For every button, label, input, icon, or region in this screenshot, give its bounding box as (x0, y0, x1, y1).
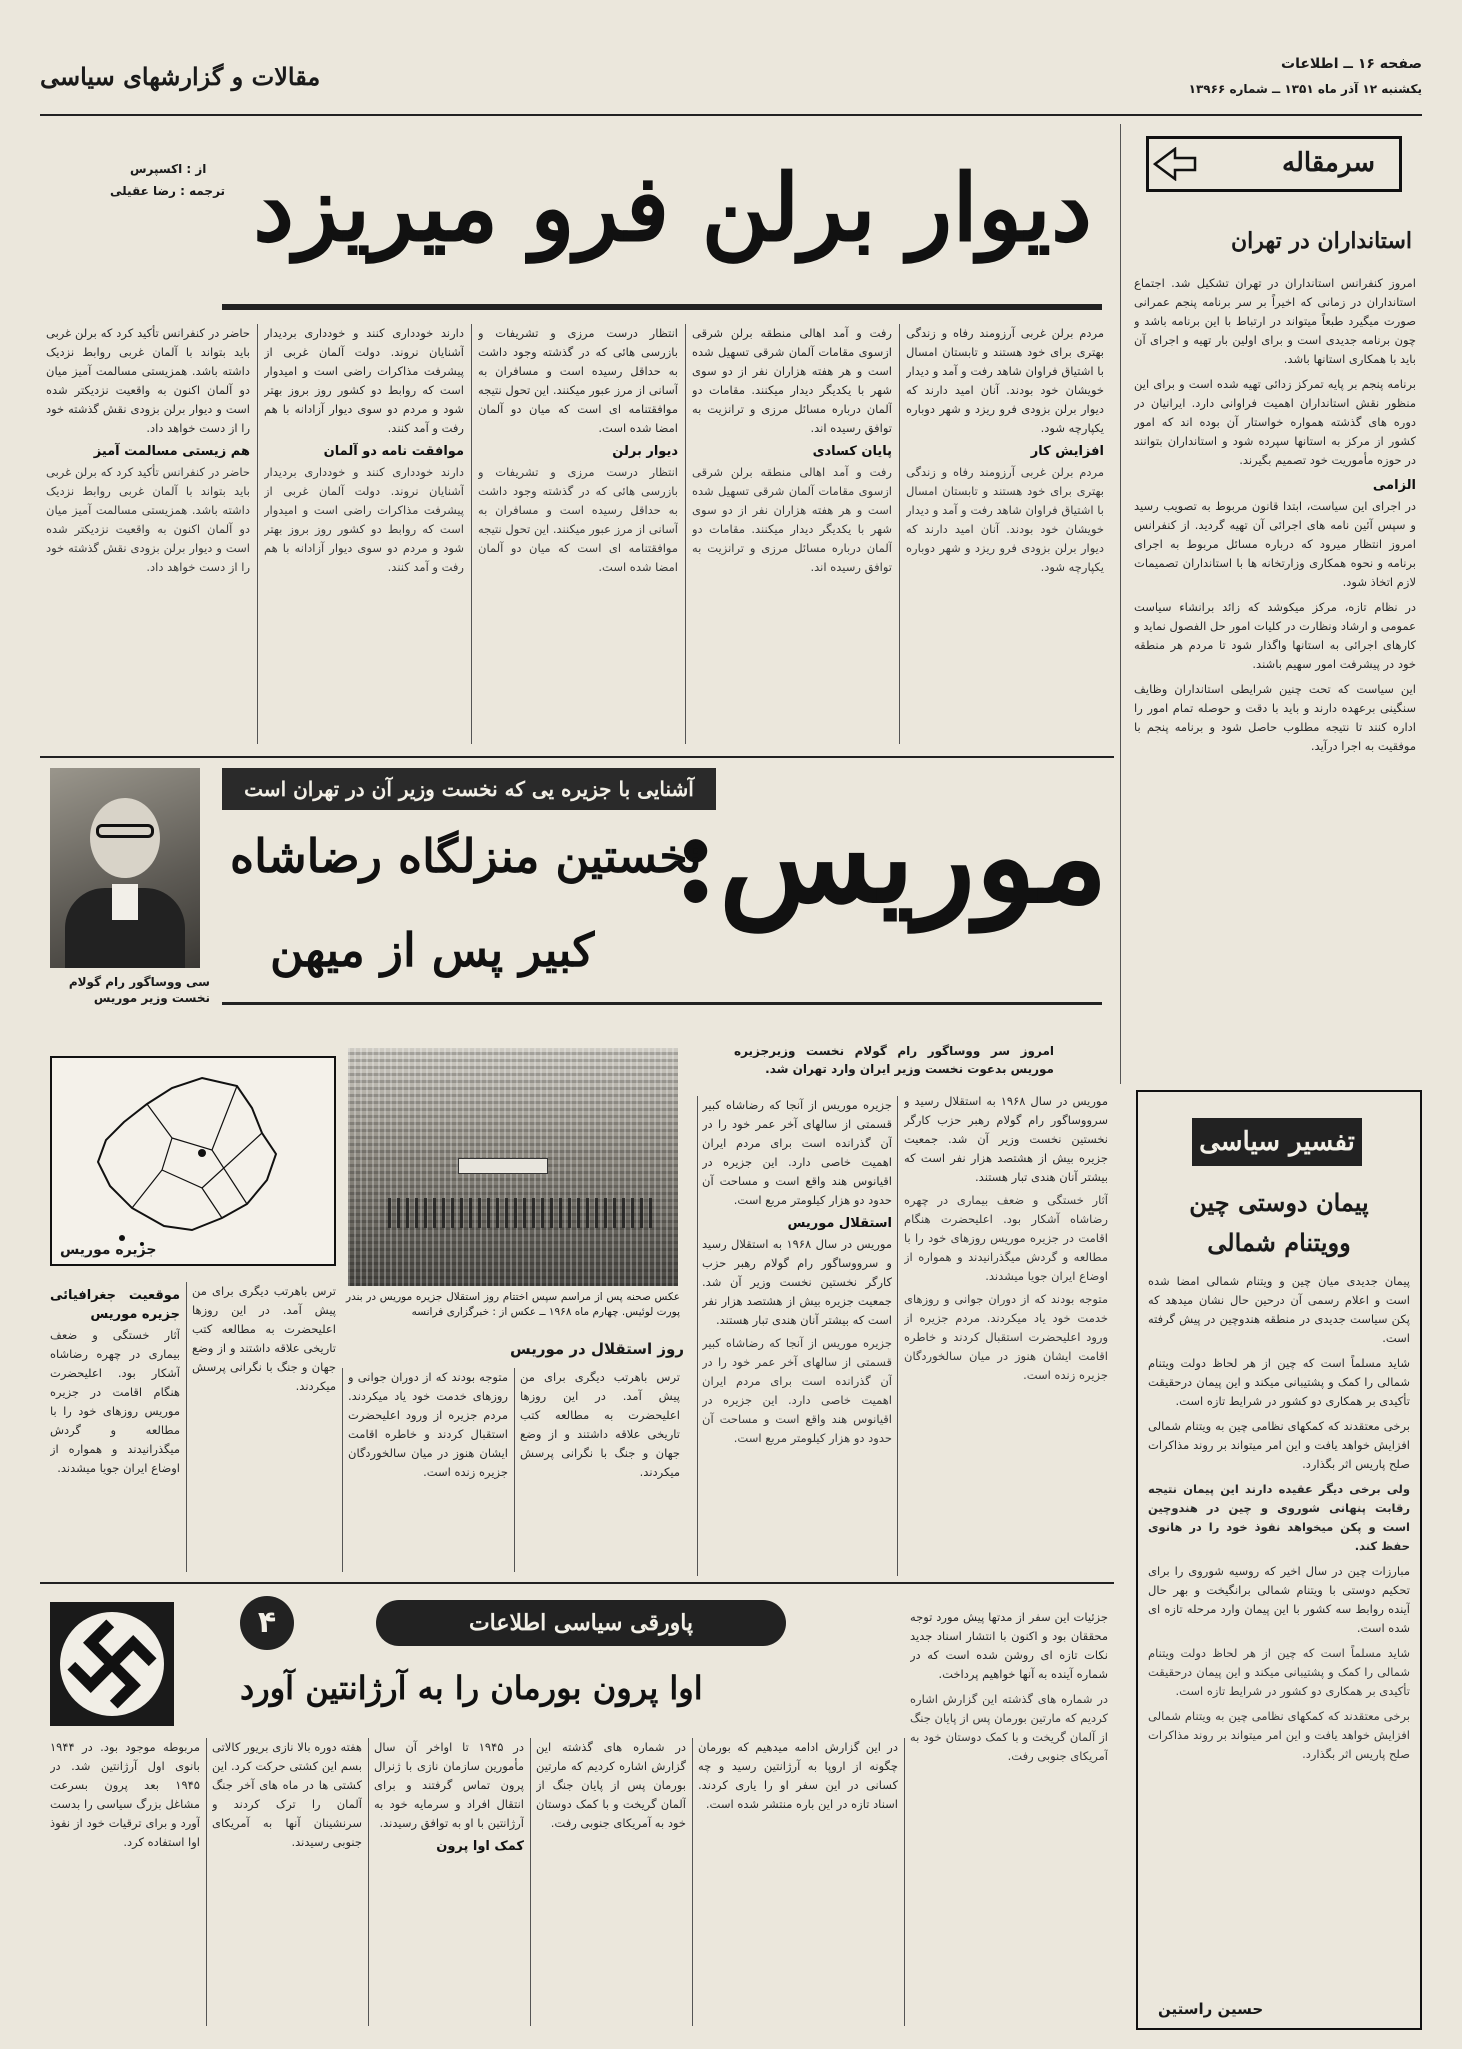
mauritius-kicker: آشنایی با جزیره یی که نخست وزیر آن در تهران است (222, 768, 716, 810)
editorial-subhead: الزامی (1372, 478, 1416, 493)
editorial-p4: در نظام تازه، مرکز میکوشد که زائد برانشاء سیاست عمومی و ارشاد ونظارت در کلیات امور حل الفصول نماید و کارهای اجرائی به استانها واگذار شود تا مردم هر منطقه خود در پیشرفت امور سهیم باشند. (1134, 600, 1416, 671)
serial-col-2 (212, 1738, 362, 2028)
mauritius-col-e (192, 1282, 336, 1572)
berlin-col-5-text: حاضر در کنفرانس تأکید کرد که برلن غربی باید بتواند با آلمان غربی روابط نزدیک داشته باشد. همزیستی مسالمت آمیز میان دو آلمان اکنون به واقعیت نزدیکتر شده است و دیوار برلن بزودی نقش گذشته خود را از دست خواهد داد. (46, 326, 250, 435)
portrait-collar (112, 884, 138, 920)
serial-col-5 (698, 1738, 898, 2028)
mauritius-body-c2: آثار خستگی و ضعف بیماری در چهره رضاشاه آشکار بود. اعلیحضرت هنگام اقامت در جزیره موریس روزهای خود را با مطالعه و گردش میگذرانیدند و همواره از اوضاع ایران جویا میشدند. (904, 1193, 1108, 1283)
berlin-col-1 (906, 324, 1104, 744)
analysis-p3-more: برخی معتقدند که کمکهای نظامی چین به ویتنام شمالی افزایش خواهد یافت و این امر میتواند بر روند مذاکرات صلح پاریس اثر بگذارد. (1148, 1709, 1410, 1761)
parade-banner (458, 1158, 548, 1174)
berlin-col-divider-3 (471, 324, 472, 744)
mauritius-body-e: ترس باهرتب دیگری برای من پیش آمد. در این روزها اعلیحضرت به مطالعه کتب تاریخی علاقه داشتند و از وضع جهان و جنگ با نگرانی پرسش میکردند. (192, 1284, 336, 1393)
masthead (40, 44, 1422, 114)
serial-col-2-text: هفته دوره بالا نازی بریور کالاتی بسم این کشتی حرکت کرد. این کشتی ها در ماه های آخر جنگ آلمان را ترک کردند و سرنشینان آنها به آمریکای جنوبی رسیدند. (212, 1740, 362, 1849)
serial-divider-1 (206, 1738, 207, 2026)
editorial-title: استانداران در تهران (1231, 228, 1412, 254)
mauritius-body-e2: ترس باهرتب دیگری برای من پیش آمد. در این روزها اعلیحضرت به مطالعه کتب تاریخی علاقه داشتند و از وضع جهان و جنگ با نگرانی پرسش میکردند. (520, 1370, 680, 1479)
berlin-col-divider-4 (257, 324, 258, 744)
serial-col-6-more: در شماره های گذشته این گزارش اشاره کردیم که مارتین بورمان پس از پایان جنگ از آلمان گریخت و با کمک دوستان خود به آمریکای جنوبی رفت. (910, 1692, 1108, 1763)
analysis-p2: شاید مسلماً است که چین از هر لحاظ دولت ویتنام شمالی را کمک و پشتیبانی میکند و این پیمان درحقیقت تأکیدی بر همکاری دو کشور در شرایط تازه است. (1148, 1356, 1410, 1408)
berlin-subhead-2: پایان کسادی (812, 444, 892, 459)
berlin-subhead-5: هم زیستی مسالمت آمیز (93, 444, 250, 459)
analysis-p1: پیمان جدیدی میان چین و ویتنام شمالی امضا شده است و اعلام رسمی آن درحین حال نشان میدهد که پکن سیاست جدیدی در منطقه هندوچین در پیش گرفته است. (1148, 1274, 1410, 1345)
analysis-p2-more: شاید مسلماً است که چین از هر لحاظ دولت ویتنام شمالی را کمک و پشتیبانی میکند و این پیمان درحقیقت تأکیدی بر همکاری دو کشور در شرایط تازه است. (1148, 1646, 1410, 1698)
mauritius-article (40, 762, 1114, 1580)
serial-title: اوا پرون بورمان را به آرژانتین آورد (240, 1669, 703, 1707)
mauritius-col-b (904, 1092, 1108, 1576)
berlin-col-3 (478, 324, 678, 744)
berlin-col-divider-1 (899, 324, 900, 744)
photo-caption: روز استقلال در موریس (510, 1340, 684, 1358)
parade-row (388, 1198, 658, 1228)
berlin-col-4 (264, 324, 464, 744)
berlin-col-1-more: مردم برلن غربی آرزومند رفاه و زندگی بهتری برای خود هستند و تابستان امسال با اشتیاق فراوان شاهد رفت و آمد و دیدار خویشان خود بودند. آنان امید دارند که دیوار برلن بزودی فرو ریزد و شهر دوباره یکپارچه شود. (906, 465, 1104, 574)
mauritius-body-d: متوجه بودند که از دوران جوانی و روزهای خدمت خود یاد میکردند. مردم جزیره از ورود اعلیحضرت استقبال کردند و خاطره اقامت ایشان هنوز در میان سالخوردگان جزیره زنده است. (348, 1370, 508, 1479)
mauritius-body-a: جزیره موریس از آنجا که رضاشاه کبیر قسمتی از سالهای آخر عمر خود را در آن گذرانده است برای مردم ایران اهمیت خاصی دارد. این جزیره در اقیانوس هند واقع است و مساحت آن حدود دو هزار کیلومتر مربع است. (702, 1098, 892, 1207)
analysis-p3: برخی معتقدند که کمکهای نظامی چین به ویتنام شمالی افزایش خواهد یافت و این امر میتواند بر روند مذاکرات صلح پاریس اثر بگذارد. (1148, 1419, 1410, 1471)
berlin-col-3-more: انتظار درست مرزی و تشریفات و بازرسی هائی که در گذشته وجود داشت به حداقل رسیده است و مسافران به آسانی از مرز عبور میکنند. این تحول نتیجه موافقتنامه ای است که میان دو آلمان امضا شده است. (478, 465, 678, 574)
swastika-icon (50, 1602, 174, 1726)
mauritius-body-c: آثار خستگی و ضعف بیماری در چهره رضاشاه آشکار بود. اعلیحضرت هنگام اقامت در جزیره موریس روزهای خود را با مطالعه و گردش میگذرانیدند و همواره از اوضاع ایران جویا میشدند. (50, 1328, 180, 1475)
mauritius-col-divider-3 (186, 1282, 187, 1572)
analysis-body (1148, 1272, 1410, 1982)
berlin-subhead-4: موافقت نامه دو آلمان (323, 444, 464, 459)
serial-top-rule (40, 1582, 1114, 1584)
berlin-col-5-more: حاضر در کنفرانس تأکید کرد که برلن غربی باید بتواند با آلمان غربی روابط نزدیک داشته باشد. همزیستی مسالمت آمیز میان دو آلمان اکنون به واقعیت نزدیکتر شده است و دیوار برلن بزودی نقش گذشته خود را از دست خواهد داد. (46, 465, 250, 574)
mauritius-headline-line2: کبیر پس از میهن (270, 923, 595, 977)
mauritius-headline-line1: نخستین منزلگاه رضاشاه (230, 829, 702, 883)
analysis-title-1: پیمان دوستی چین (1189, 1188, 1369, 1217)
mauritius-col-f (348, 1368, 508, 1572)
editorial-p2: برنامه پنجم بر پایه تمرکز زدائی تهیه شده است و برای این منظور نقش استانداران اهمیت فراوانی دارد. ایرانیان در دوره های گذشته همواره خواستار آن بوده اند که امور کشور از مرکز به استانها سپرده شود و استانداران بتوانند در حوزه مأموریت خود تصمیم بگیرند. (1134, 377, 1416, 467)
independence-photo (348, 1048, 678, 1286)
berlin-col-4-text: دارند خودداری کنند و خودداری بردیدار آشنایان نروند. دولت آلمان غربی از پیشرفت مذاکرات راضی است و امیدوار است که روابط دو کشور روز بروز بهتر شود و مردم دو سوی دیوار آزادانه با هم رفت و آمد کنند. (264, 326, 464, 435)
portrait-head (90, 798, 160, 878)
berlin-col-5 (46, 324, 250, 744)
serial-col-5-text: در این گزارش ادامه میدهیم که بورمان چگونه از اروپا به آرژانتین رسید و چه کسانی در این سفر او را یاری کردند. اسناد تازه در این باره منتشر شده است. (698, 1740, 898, 1811)
berlin-translator: ترجمه : رضا عقیلی (110, 184, 226, 198)
section-title: مقالات و گزارشهای سیاسی (40, 62, 321, 91)
serial-col-3-text: در ۱۹۴۵ تا اواخر آن سال مأمورین سازمان نازی با ژنرال پرون تماس گرفتند و برای انتقال افراد و سرمایه خود به آرژانتین با او به توافق رسیدند. (374, 1740, 524, 1830)
berlin-bottom-rule (40, 756, 1114, 758)
map-label: جزیره موریس (60, 1242, 157, 1258)
masthead-rule (40, 114, 1422, 116)
berlin-author: از : اکسپرس (130, 162, 207, 176)
berlin-col-2-more: رفت و آمد اهالی منطقه برلن شرقی ازسوی مقامات آلمان شرقی تسهیل شده است و هر هفته هزاران نفر از دو سوی شهر با یکدیگر دیدار میکنند. مقامات دو آلمان درباره مسائل مرزی و ترانزیت به توافق رسیده اند. (692, 465, 892, 574)
mauritius-body-b: موریس در سال ۱۹۶۸ به استقلال رسید و سرووساگور رام گولام رهبر حزب کارگر نخستین نخست وزیر آن شد. جمعیت جزیره بیش از هشتصد هزار نفر است که بیشتر آنان هندی تبار هستند. (702, 1237, 892, 1327)
analysis-column (1136, 1090, 1422, 2030)
island-outline-icon (52, 1058, 334, 1264)
serial-subhead: کمک اوا پرون (436, 1839, 524, 1854)
serial-divider-5 (904, 1738, 905, 2026)
serial-col-1-text: مربوطه موجود بود. در ۱۹۴۴ بانوی اول آرژانتین شد. در ۱۹۴۵ بعد پرون بسرعت مشاغل بزرگ سیاسی را بدست آورد و برای ترقیات خود از نفوذ اوا استفاده کرد. (50, 1740, 200, 1849)
editorial-column (1126, 124, 1422, 1084)
editorial-p1: امروز کنفرانس استانداران در تهران تشکیل شد. اجتماع استانداران در زمانی که اخیراً بر سر برنامه پنجم عمرانی صورت میگیرد طبعاً میتواند در ارتباط با این برنامه باشد و چون برنامه جدیدی است و برای اولین بار تهیه و اجرای آن باید با همکاری استانها باشد. (1134, 276, 1416, 366)
berlin-col-4-more: دارند خودداری کنند و خودداری بردیدار آشنایان نروند. دولت آلمان غربی از پیشرفت مذاکرات راضی است و امیدوار است که روابط دو کشور روز بروز بهتر شود و مردم دو سوی دیوار آزادانه با هم رفت و آمد کنند. (264, 465, 464, 574)
swastika-box (50, 1602, 174, 1726)
portrait-glasses (96, 824, 154, 838)
serial-divider-2 (368, 1738, 369, 2026)
mauritius-col-divider-1 (897, 1096, 898, 1576)
serial-label: پاورقی سیاسی اطلاعات (376, 1600, 786, 1646)
berlin-article (40, 124, 1112, 754)
serial-col-4-text: در شماره های گذشته این گزارش اشاره کردیم که مارتین بورمان پس از پایان جنگ از آلمان گریخت و با کمک دوستان خود به آمریکای جنوبی رفت. (536, 1740, 686, 1830)
arrow-icon (1153, 147, 1197, 181)
berlin-subhead-1: افزایش کار (1030, 444, 1104, 459)
berlin-col-2 (692, 324, 892, 744)
serial-col-4 (536, 1738, 686, 2028)
berlin-headline: دیوار برلن فرو میریزد (253, 154, 1092, 262)
date-line: یکشنبه ۱۲ آذر ماه ۱۳۵۱ ــ شماره ۱۳۹۶۶ (1188, 82, 1422, 96)
mauritius-subhead-1: استقلال موریس (787, 1216, 892, 1231)
mauritius-map (50, 1056, 336, 1266)
berlin-col-3-text: انتظار درست مرزی و تشریفات و بازرسی هائی که در گذشته وجود داشت به حداقل رسیده است و مسافران به آسانی از مرز عبور میکنند. این تحول نتیجه موافقتنامه ای است که میان دو آلمان امضا شده است. (478, 326, 678, 435)
berlin-subhead-3: دیوار برلن (612, 444, 678, 459)
mauritius-col-divider-2 (697, 1096, 698, 1576)
berlin-col-1-text: مردم برلن غربی آرزومند رفاه و زندگی بهتری برای خود هستند و تابستان امسال با اشتیاق فراوان شاهد رفت و آمد و دیدار خویشان خود بودند. آنان امید دارند که دیوار برلن بزودی فرو ریزد و شهر دوباره یکپارچه شود. (906, 326, 1104, 435)
analysis-author: حسین راستین (1158, 2000, 1264, 2018)
mauritius-body-a-more: جزیره موریس از آنجا که رضاشاه کبیر قسمتی از سالهای آخر عمر خود را در آن گذرانده است برای مردم ایران اهمیت خاصی دارد. این جزیره در اقیانوس هند واقع است و مساحت آن حدود دو هزار کیلومتر مربع است. (702, 1336, 892, 1445)
serial-col-1 (50, 1738, 200, 2028)
mauritius-body-b2: موریس در سال ۱۹۶۸ به استقلال رسید و سرووساگور رام گولام رهبر حزب کارگر نخستین نخست وزیر آن شد. جمعیت جزیره بیش از هشتصد هزار نفر است که بیشتر آنان هندی تبار هستند. (904, 1094, 1108, 1184)
analysis-label: تفسیر سیاسی (1192, 1118, 1362, 1166)
editorial-label: سرمقاله (1282, 148, 1375, 178)
portrait-caption: سی ووساگور رام گولام نخست وزیر موریس (68, 975, 210, 1005)
serial-col-6 (910, 1608, 1108, 2028)
mauritius-col-g (520, 1368, 680, 1572)
mauritius-headline-big: موریس: (672, 783, 1108, 931)
editorial-body (1134, 274, 1416, 1084)
analysis-p5: مبارزات چین در سال اخیر که روسیه شوروی را برای تحکیم دوستی با ویتنام شمالی برانگیخت و بهر حال آینده روابط سه کشور با این پیمان وارد مرحله تازه ای شده است. (1148, 1564, 1410, 1635)
serial-article (40, 1588, 1114, 2030)
serial-col-3 (374, 1738, 524, 2028)
editorial-label-box (1146, 136, 1402, 192)
mauritius-subhead-2: موقعیت جغرافیائی جزیره موریس (50, 1288, 180, 1322)
mauritius-lead: امروز سر ووساگور رام گولام نخست وزیرجزیره موریس بدعوت نخست وزیر ایران وارد تهران شد. (734, 1044, 1054, 1076)
serial-number: ۴ (240, 1596, 294, 1650)
mauritius-col-divider-5 (514, 1368, 515, 1572)
photo-caption-detail: عکس صحنه پس از مراسم سپس اختتام روز استقلال جزیره موریس در بندر پورت لوئیس. چهارم ماه ۱۹۶۸ ــ عکس از : خبرگزاری فرانسه (346, 1291, 680, 1318)
serial-divider-4 (692, 1738, 693, 2026)
mauritius-headline-rule (222, 1002, 1102, 1005)
editorial-p3: در اجرای این سیاست، ابتدا قانون مربوط به تصویب رسید و سپس آئین نامه های اجرائی آن تهیه گردید. از کنفرانس امروز انتظار میرود که درباره مسائل مربوط به اجرای برنامه و نحوه همکاری وزارتخانه ها با استانداران تصمیمات لازم اتخاذ شود. (1134, 499, 1416, 589)
portrait-photo (50, 768, 200, 968)
berlin-col-divider-2 (685, 324, 686, 744)
serial-divider-3 (530, 1738, 531, 2026)
mauritius-col-d (50, 1282, 180, 1572)
mauritius-col-divider-4 (342, 1368, 343, 1572)
mauritius-col-a (702, 1096, 892, 1576)
editorial-divider (1120, 124, 1121, 1084)
page-info: صفحه ۱۶ ــ اطلاعات (1281, 56, 1422, 72)
analysis-title-2: وویتنام شمالی (1207, 1228, 1351, 1257)
berlin-headline-rule (222, 304, 1102, 310)
berlin-col-2-text: رفت و آمد اهالی منطقه برلن شرقی ازسوی مقامات آلمان شرقی تسهیل شده است و هر هفته هزاران نفر از دو سوی شهر با یکدیگر دیدار میکنند. مقامات دو آلمان درباره مسائل مرزی و ترانزیت به توافق رسیده اند. (692, 326, 892, 435)
analysis-p4: ولی برخی دیگر عقیده دارند این پیمان نتیجه رقابت پنهانی شوروی و چین در هندوچین است و پکن میخواهد نفوذ خود را در هانوی حفظ کند. (1148, 1482, 1410, 1553)
editorial-p5: این سیاست که تحت چنین شرایطی استانداران وظایف سنگینی برعهده دارند و باید با دقت و حوصله تمام امور را اداره کنند تا نتیجه مطلوب حاصل شود و برنامه پنجم با موفقیت به اجرا درآید. (1134, 682, 1416, 753)
serial-col-6-text: جزئیات این سفر از مدتها پیش مورد توجه محققان بود و اکنون با انتشار اسناد جدید نکات تازه ای روشن شده است که در شماره آینده به آنها خواهیم پرداخت. (910, 1610, 1108, 1681)
mauritius-body-d2: متوجه بودند که از دوران جوانی و روزهای خدمت خود یاد میکردند. مردم جزیره از ورود اعلیحضرت استقبال کردند و خاطره اقامت ایشان هنوز در میان سالخوردگان جزیره زنده است. (904, 1292, 1108, 1382)
